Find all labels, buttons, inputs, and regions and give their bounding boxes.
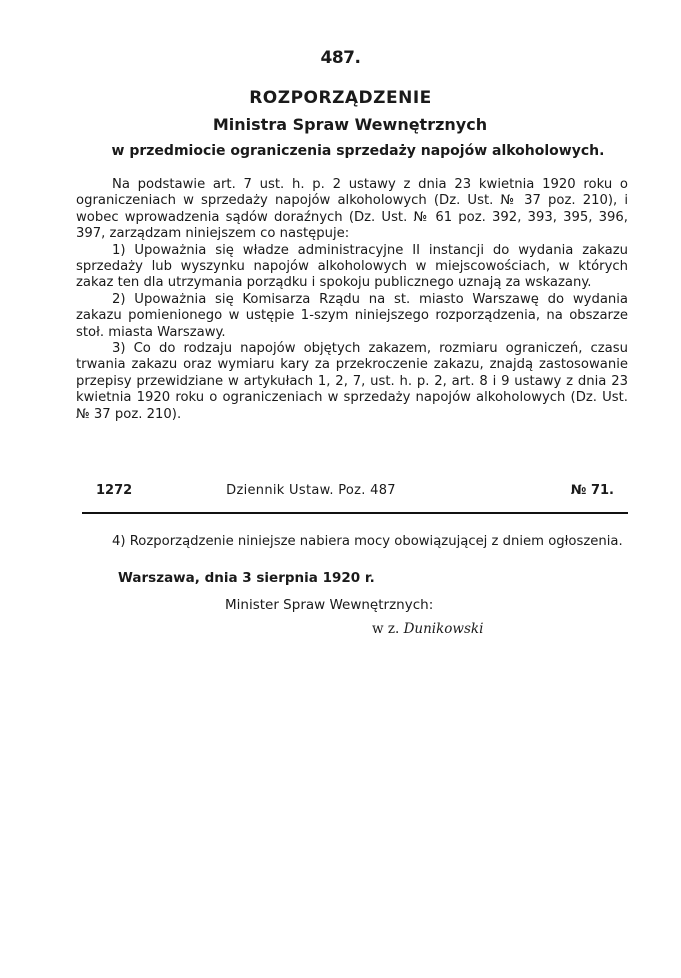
issue-number: № 71. bbox=[570, 483, 614, 498]
document-subject: w przedmiocie ograniczenia sprzedaży napojów alkoholowych. bbox=[111, 143, 605, 159]
header-divider bbox=[82, 512, 628, 514]
document-body-continued bbox=[76, 534, 628, 550]
document-title: ROZPORZĄDZENIE bbox=[249, 88, 432, 108]
signer-name: Dunikowski bbox=[403, 621, 484, 637]
date-line: Warszawa, dnia 3 sierpnia 1920 r. bbox=[118, 570, 375, 586]
point-2: 2) Upoważnia się Komisarza Rządu na st. miasto Warszawę do wydania zakazu pomienionego w ustępie 1-szym niniejszego rozporządzenia, na obszarze stoł. miasta Warszawy. bbox=[76, 291, 628, 340]
signer-prefix: w z. bbox=[372, 621, 400, 637]
intro-paragraph: Na podstawie art. 7 ust. h. p. 2 ustawy z dnia 23 kwietnia 1920 roku o ograniczeniach w sprzedaży napojów alkoholowych (Dz. Ust. № 37 poz. 210), i wobec wprowadzenia sądów doraźnych (Dz. Ust. № 61 poz. 392, 393, 395, 396, 397, zarządzam niniejszem co następuje: bbox=[76, 177, 628, 242]
point-4: 4) Rozporządzenie niniejsze nabiera mocy obowiązującej z dniem ogłoszenia. bbox=[112, 534, 623, 549]
page-header bbox=[96, 483, 614, 503]
point-3: 3) Co do rodzaju napojów objętych zakazem, rozmiaru ograniczeń, czasu trwania zakazu oraz wymiaru kary za przekroczenie zakazu, znajdą zastosowanie przepisy przewidziane w artykułach 1, 2, 7, ust. h. p. 2, art. 8 i 9 ustawy z dnia 23 kwietnia 1920 roku o ograniczeniach w sprzedaży napojów alkoholowych (Dz. Ust. № 37 poz. 210). bbox=[76, 341, 628, 422]
journal-reference: Dziennik Ustaw. Poz. 487 bbox=[226, 483, 396, 498]
point-1: 1) Upoważnia się władze administracyjne II instancji do wydania zakazu sprzedaży lub wyszynku napojów alkoholowych w miejscowościach, w których zakaz ten dla utrzymania porządku i spokoju publicznego uznają za wskazany. bbox=[76, 242, 628, 291]
signature-line bbox=[372, 621, 483, 637]
document-body bbox=[76, 177, 628, 423]
document-issuer: Ministra Spraw Wewnętrznych bbox=[212, 115, 488, 134]
minister-line: Minister Spraw Wewnętrznych: bbox=[225, 597, 434, 613]
page-number: 1272 bbox=[96, 483, 133, 498]
position-number: 487. bbox=[320, 48, 361, 68]
